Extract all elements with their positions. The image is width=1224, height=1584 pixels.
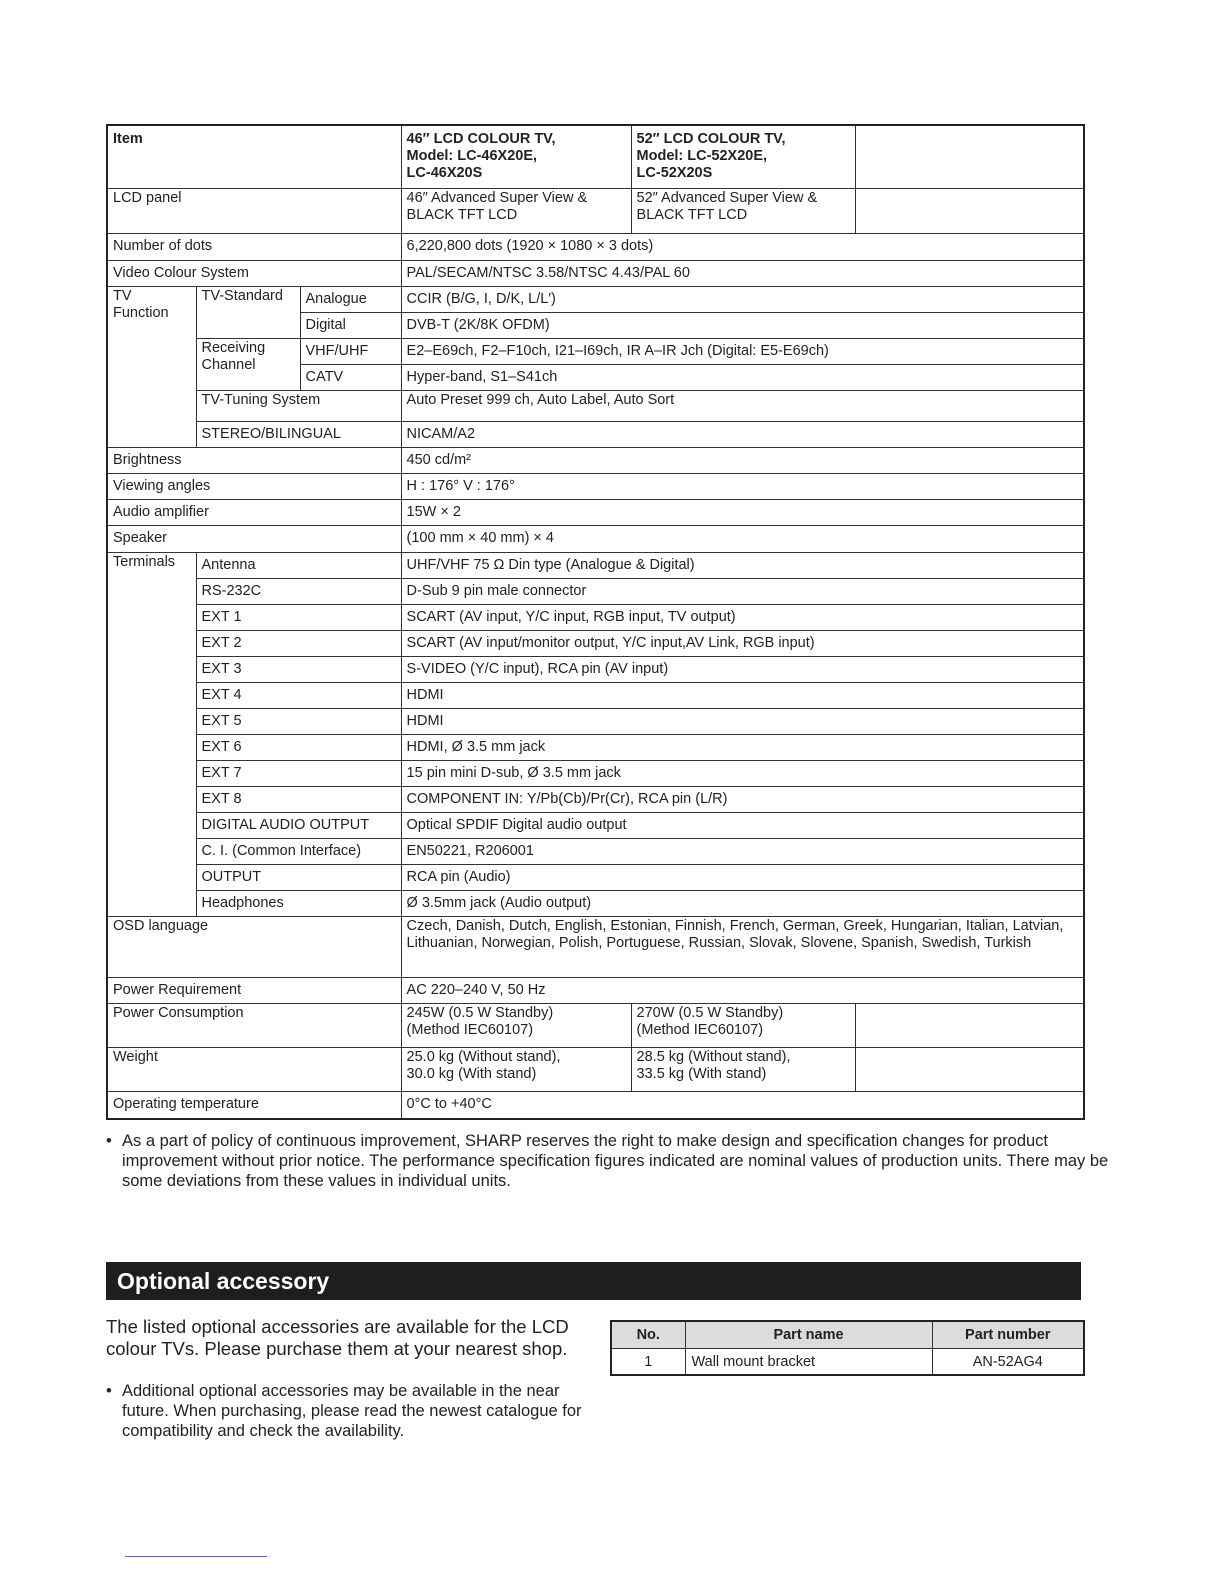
empty-header: [855, 125, 1084, 188]
terminal-name: C. I. (Common Interface): [196, 838, 401, 864]
terminal-name: EXT 1: [196, 604, 401, 630]
terminal-name: EXT 4: [196, 682, 401, 708]
spec-row-viewing: Viewing angles H : 176° V : 176°: [107, 473, 1084, 499]
spec-row-audio: Audio amplifier 15W × 2: [107, 499, 1084, 525]
accessory-intro: The listed optional accessories are available for the LCD colour TVs. Please purchase them at your nearest shop.: [106, 1316, 569, 1359]
table-row: [107, 656, 1084, 682]
spec-row-power-req: Power Requirement AC 220–240 V, 50 Hz: [107, 977, 1084, 1003]
terminal-name: EXT 2: [196, 630, 401, 656]
table-row: [107, 734, 1084, 760]
table-row: [107, 552, 1084, 578]
spec-row-colour: Video Colour System PAL/SECAM/NTSC 3.58/NTSC 4.43/PAL 60: [107, 260, 1084, 286]
spec-row-lcd-panel: LCD panel 46″ Advanced Super View & BLACK TFT LCD 52″ Advanced Super View & BLACK TFT LCD: [107, 188, 1084, 233]
terminal-value: S-VIDEO (Y/C input), RCA pin (AV input): [401, 656, 1084, 682]
model-52-header: 52″ LCD COLOUR TV, Model: LC-52X20E, LC-52X20S: [631, 125, 855, 188]
tv-function-label: TV Function: [107, 286, 196, 447]
table-row: [107, 890, 1084, 916]
terminal-value: D-Sub 9 pin male connector: [401, 578, 1084, 604]
table-row: [107, 578, 1084, 604]
table-row: [107, 812, 1084, 838]
terminal-name: DIGITAL AUDIO OUTPUT: [196, 812, 401, 838]
improvement-note: • As a part of policy of continuous improvement, SHARP reserves the right to make design and specification changes for product improvement without prior notice. The performance specification figures indicated are nominal values of production units. There may be some deviations from these values in individual units.: [106, 1132, 1109, 1190]
specifications-table: [106, 124, 1085, 1120]
spec-row-tv-vhf: Receiving Channel VHF/UHF E2–E69ch, F2–F10ch, I21–I69ch, IR A–IR Jch (Digital: E5-E69ch): [107, 338, 1084, 364]
terminal-value: HDMI, Ø 3.5 mm jack: [401, 734, 1084, 760]
item-header: Item: [107, 125, 401, 188]
table-row: [107, 864, 1084, 890]
accessory-header-row: No. Part name Part number: [611, 1321, 1084, 1349]
spec-row-osd: OSD language Czech, Danish, Dutch, English, Estonian, Finnish, French, German, Greek, Hungarian, Italian, Latvian, Lithuanian, Norwegian, Polish, Portuguese, Russian, Slovak, Slovene, Spanish, Swedish, Turkish: [107, 916, 1084, 977]
terminal-name: Headphones: [196, 890, 401, 916]
table-row: [107, 708, 1084, 734]
terminal-value: COMPONENT IN: Y/Pb(Cb)/Pr(Cr), RCA pin (L/R): [401, 786, 1084, 812]
spec-row-tv-analogue: TV Function TV-Standard Analogue CCIR (B/G, I, D/K, L/L′): [107, 286, 1084, 312]
terminal-value: EN50221, R206001: [401, 838, 1084, 864]
table-row: [107, 838, 1084, 864]
terminal-name: OUTPUT: [196, 864, 401, 890]
optional-accessory-heading: Optional accessory: [106, 1262, 1081, 1300]
terminals-group: [107, 552, 1084, 916]
terminal-name: EXT 3: [196, 656, 401, 682]
footer-rule: [125, 1556, 267, 1557]
spec-header-row: [107, 125, 1084, 188]
table-row: [107, 786, 1084, 812]
accessory-table: [610, 1320, 1085, 1376]
terminal-value: 15 pin mini D-sub, Ø 3.5 mm jack: [401, 760, 1084, 786]
terminal-name: RS-232C: [196, 578, 401, 604]
table-row: [107, 760, 1084, 786]
terminal-name: Antenna: [196, 552, 401, 578]
accessory-note: • Additional optional accessories may be available in the near future. When purchasing, please read the newest catalogue for compatibility and check the availability.: [106, 1382, 582, 1440]
terminal-name: EXT 6: [196, 734, 401, 760]
table-row: [107, 604, 1084, 630]
spec-row-weight: Weight 25.0 kg (Without stand), 30.0 kg (With stand) 28.5 kg (Without stand), 33.5 kg (With stand): [107, 1047, 1084, 1091]
terminals-label: Terminals: [107, 552, 196, 916]
terminal-value: RCA pin (Audio): [401, 864, 1084, 890]
spec-row-tv-digital: Digital DVB-T (2K/8K OFDM): [107, 312, 1084, 338]
terminal-value: Ø 3.5mm jack (Audio output): [401, 890, 1084, 916]
table-row: [107, 682, 1084, 708]
spec-row-temperature: Operating temperature 0°C to +40°C: [107, 1091, 1084, 1119]
model-46-header: 46″ LCD COLOUR TV, Model: LC-46X20E, LC-46X20S: [401, 125, 631, 188]
spec-row-power-cons: Power Consumption 245W (0.5 W Standby) (Method IEC60107) 270W (0.5 W Standby) (Method IEC60107): [107, 1003, 1084, 1047]
spec-row-tv-catv: CATV Hyper-band, S1–S41ch: [107, 364, 1084, 390]
terminal-value: HDMI: [401, 708, 1084, 734]
spec-row-speaker: Speaker (100 mm × 40 mm) × 4: [107, 525, 1084, 552]
terminal-value: SCART (AV input, Y/C input, RGB input, TV output): [401, 604, 1084, 630]
terminal-name: EXT 7: [196, 760, 401, 786]
terminal-value: SCART (AV input/monitor output, Y/C input,AV Link, RGB input): [401, 630, 1084, 656]
accessory-row: 1 Wall mount bracket AN-52AG4: [611, 1349, 1084, 1376]
spec-row-tv-tuning: TV-Tuning System Auto Preset 999 ch, Auto Label, Auto Sort: [107, 390, 1084, 421]
terminal-name: EXT 8: [196, 786, 401, 812]
spec-row-tv-stereo: STEREO/BILINGUAL NICAM/A2: [107, 421, 1084, 447]
terminal-value: HDMI: [401, 682, 1084, 708]
terminal-value: Optical SPDIF Digital audio output: [401, 812, 1084, 838]
terminal-name: EXT 5: [196, 708, 401, 734]
table-row: [107, 630, 1084, 656]
spec-row-dots: Number of dots 6,220,800 dots (1920 × 1080 × 3 dots): [107, 233, 1084, 260]
terminal-value: UHF/VHF 75 Ω Din type (Analogue & Digital): [401, 552, 1084, 578]
spec-row-brightness: Brightness 450 cd/m²: [107, 447, 1084, 473]
